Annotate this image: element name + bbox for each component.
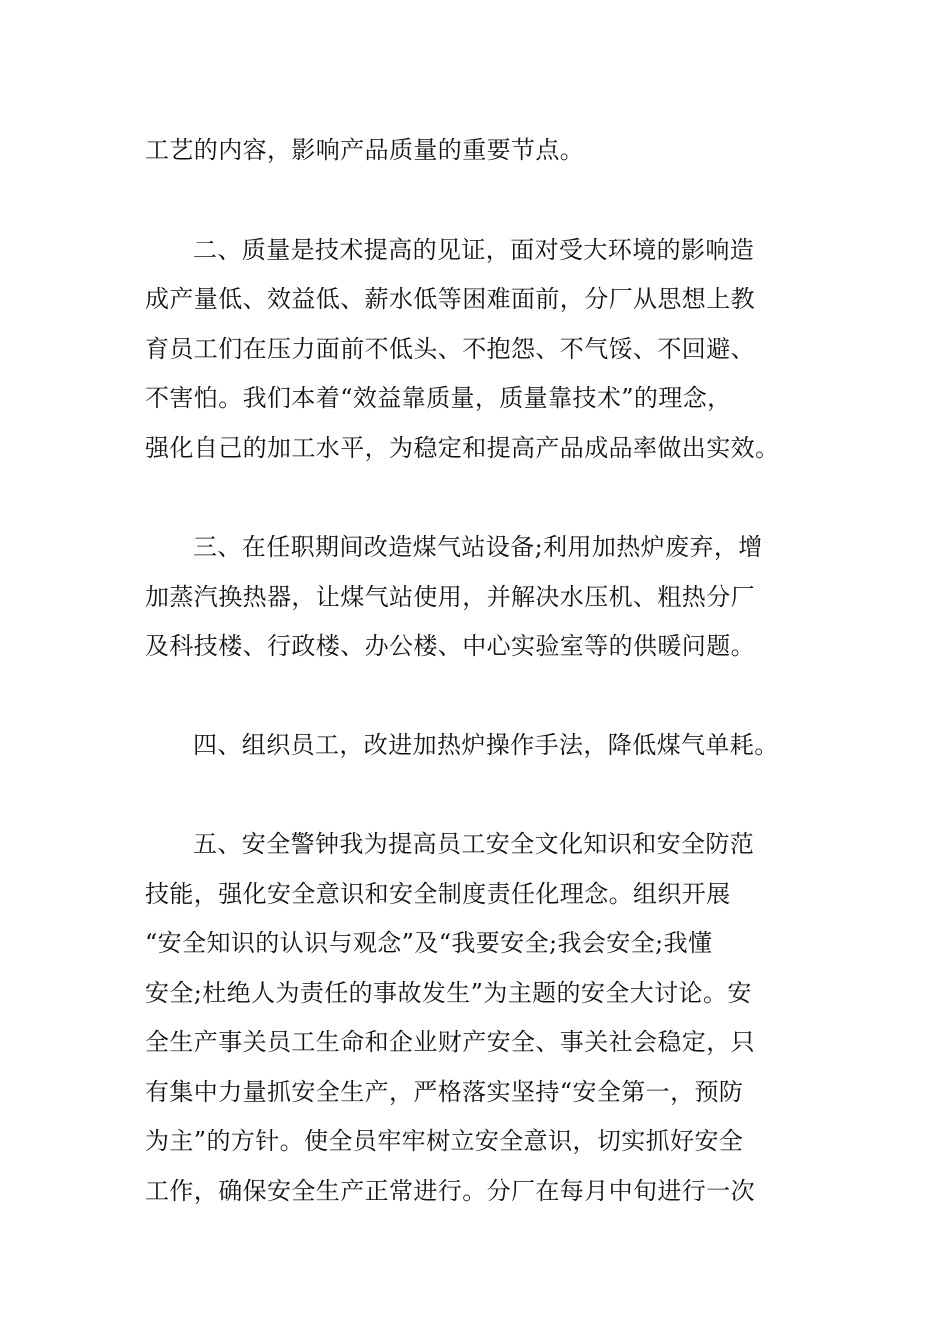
- text-line: 成产量低、效益低、薪水低等困难面前，分厂从思想上教: [145, 285, 755, 313]
- text-line: 不害怕。我们本着“效益靠质量，质量靠技术”的理念，: [145, 384, 732, 412]
- text-line: 五、安全警钟我为提高员工安全文化知识和安全防范: [193, 830, 755, 858]
- text-line: 有集中力量抓安全生产，严格落实坚持“安全第一，预防: [145, 1078, 744, 1106]
- text-line: 安全;杜绝人为责任的事故发生”为主题的安全大讨论。安: [145, 979, 752, 1007]
- text-line: “安全知识的认识与观念”及“我要安全;我会安全;我懂: [145, 929, 713, 957]
- text-line: 全生产事关员工生命和企业财产安全、事关社会稳定，只: [145, 1028, 755, 1056]
- text-line: 加蒸汽换热器，让煤气站使用，并解决水压机、粗热分厂: [145, 583, 755, 611]
- text-line: 技能，强化安全意识和安全制度责任化理念。组织开展: [145, 880, 731, 908]
- text-line: 工艺的内容，影响产品质量的重要节点。: [145, 136, 585, 164]
- text-line: 三、在任职期间改造煤气站设备;利用加热炉废弃，增: [193, 533, 763, 561]
- text-line: 四、组织员工，改进加热炉操作手法，降低煤气单耗。: [193, 731, 779, 759]
- text-line: 工作，确保安全生产正常进行。分厂在每月中旬进行一次: [145, 1177, 755, 1205]
- text-line: 强化自己的加工水平，为稳定和提高产品成品率做出实效。: [145, 434, 780, 462]
- text-line: 及科技楼、行政楼、办公楼、中心实验室等的供暖问题。: [145, 632, 755, 660]
- text-line: 育员工们在压力面前不低头、不抱怨、不气馁、不回避、: [145, 335, 755, 363]
- text-line: 为主”的方针。使全员牢牢树立安全意识，切实抓好安全: [145, 1127, 744, 1155]
- text-line: 二、质量是技术提高的见证，面对受大环境的影响造: [193, 236, 755, 264]
